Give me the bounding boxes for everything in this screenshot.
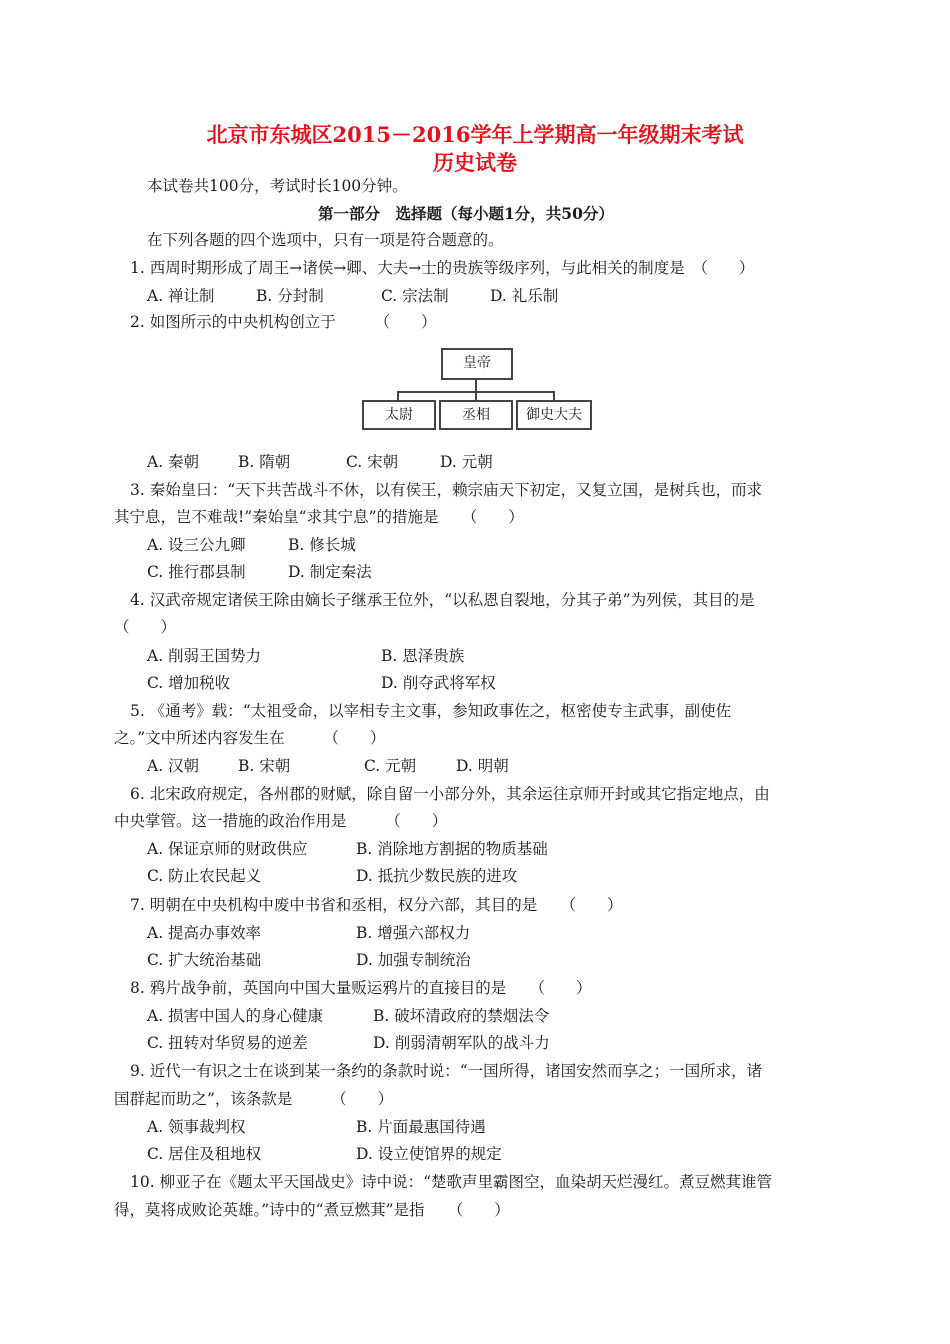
option-b: B. 增强六部权力 [356, 924, 471, 942]
option-a: A. 削弱王国势力 [147, 647, 262, 665]
option-b: B. 隋朝 [238, 453, 291, 471]
option-c: C. 元朝 [364, 757, 417, 775]
question-stem-cont: 之。”文中所述内容发生在 （ ） [114, 729, 386, 747]
section-instruction: 在下列各题的四个选项中，只有一项是符合题意的。 [147, 231, 504, 249]
option-a: A. 秦朝 [147, 453, 200, 471]
org-connector-vertical [475, 378, 477, 392]
option-d: D. 削弱清朝军队的战斗力 [373, 1034, 550, 1052]
org-node-emperor: 皇帝 [441, 348, 513, 380]
question-stem: 10. 柳亚子在《题太平天国战史》诗中说：“楚歌声里霸图空，血染胡天烂漫红。煮豆燃萁谁管 [130, 1173, 773, 1191]
exam-title: 北京市东城区2015－2016学年上学期高一年级期末考试 [206, 122, 744, 147]
option-a: A. 领事裁判权 [147, 1118, 246, 1136]
option-b: B. 片面最惠国待遇 [356, 1118, 486, 1136]
option-c: C. 扭转对华贸易的逆差 [147, 1034, 308, 1052]
question-stem: 2. 如图所示的中央机构创立于 （ ） [130, 313, 437, 331]
org-node-yushidafu: 御史大夫 [516, 400, 592, 430]
option-b: B. 破坏清政府的禁烟法令 [373, 1007, 550, 1025]
option-d: D. 设立使馆界的规定 [356, 1145, 502, 1163]
question-stem: 9. 近代一有识之士在谈到某一条约的条款时说：“一国所得，诸国安然而享之；一国所求，诸 [130, 1062, 763, 1080]
question-stem: 3. 秦始皇曰：“天下共苦战斗不休，以有侯王，赖宗庙天下初定，又复立国，是树兵也，而求 [130, 481, 763, 499]
exam-intro: 本试卷共100分，考试时长100分钟。 [147, 177, 408, 195]
option-c: C. 居住及租地权 [147, 1145, 262, 1163]
section-heading: 第一部分 选择题（每小题1分，共50分） [318, 204, 614, 223]
org-node-chengxiang: 丞相 [439, 400, 513, 430]
question-stem: 4. 汉武帝规定诸侯王除由嫡长子继承王位外，“以私恩自裂地，分其子弟”为列侯，其目的是 [130, 591, 755, 609]
option-d: D. 抵抗少数民族的进攻 [356, 867, 518, 885]
option-d: D. 元朝 [440, 453, 493, 471]
option-b: B. 恩泽贵族 [381, 647, 465, 665]
option-b: B. 修长城 [288, 536, 356, 554]
option-b: B. 分封制 [256, 287, 324, 305]
option-d: D. 明朝 [456, 757, 509, 775]
option-a: A. 损害中国人的身心健康 [147, 1007, 324, 1025]
org-node-taiwei: 太尉 [362, 400, 436, 430]
question-stem: 1. 西周时期形成了周王→诸侯→卿、大夫→士的贵族等级序列，与此相关的制度是 （ ） [130, 259, 755, 277]
question-stem-cont: 中央掌管。这一措施的政治作用是 （ ） [114, 812, 448, 830]
option-b: B. 宋朝 [238, 757, 291, 775]
option-c: C. 推行郡县制 [147, 563, 246, 581]
option-a: A. 设三公九卿 [147, 536, 246, 554]
option-d: D. 削夺武将军权 [381, 674, 496, 692]
option-a: A. 禅让制 [147, 287, 215, 305]
question-stem-cont: 其宁息，岂不难哉!”秦始皇“求其宁息”的措施是 （ ） [114, 508, 524, 526]
option-a: A. 汉朝 [147, 757, 200, 775]
question-stem: 6. 北宋政府规定，各州郡的财赋，除自留一小部分外，其余运往京师开封或其它指定地点，由 [130, 785, 770, 803]
option-a: A. 提高办事效率 [147, 924, 262, 942]
question-stem: 7. 明朝在中央机构中废中书省和丞相，权分六部，其目的是 （ ） [130, 896, 623, 914]
question-stem-cont: 国群起而助之”，该条款是 （ ） [114, 1090, 394, 1108]
question-stem-cont: 得，莫将成败论英雄。”诗中的“煮豆燃萁”是指 （ ） [114, 1201, 510, 1219]
option-d: D. 加强专制统治 [356, 951, 471, 969]
option-c: C. 增加税收 [147, 674, 231, 692]
option-d: D. 制定秦法 [288, 563, 372, 581]
option-c: C. 宋朝 [346, 453, 399, 471]
option-b: B. 消除地方割据的物质基础 [356, 840, 548, 858]
question-stem: 8. 鸦片战争前，英国向中国大量贩运鸦片的直接目的是 （ ） [130, 979, 592, 997]
option-d: D. 礼乐制 [490, 287, 559, 305]
option-a: A. 保证京师的财政供应 [147, 840, 308, 858]
option-c: C. 扩大统治基础 [147, 951, 262, 969]
option-c: C. 宗法制 [381, 287, 449, 305]
exam-subtitle: 历史试卷 [433, 150, 517, 175]
option-c: C. 防止农民起义 [147, 867, 262, 885]
question-stem: 5. 《通考》载：“太祖受命，以宰相专主文事，参知政事佐之，枢密使专主武事，副使佐 [130, 702, 732, 720]
question-stem-cont: （ ） [114, 618, 177, 636]
